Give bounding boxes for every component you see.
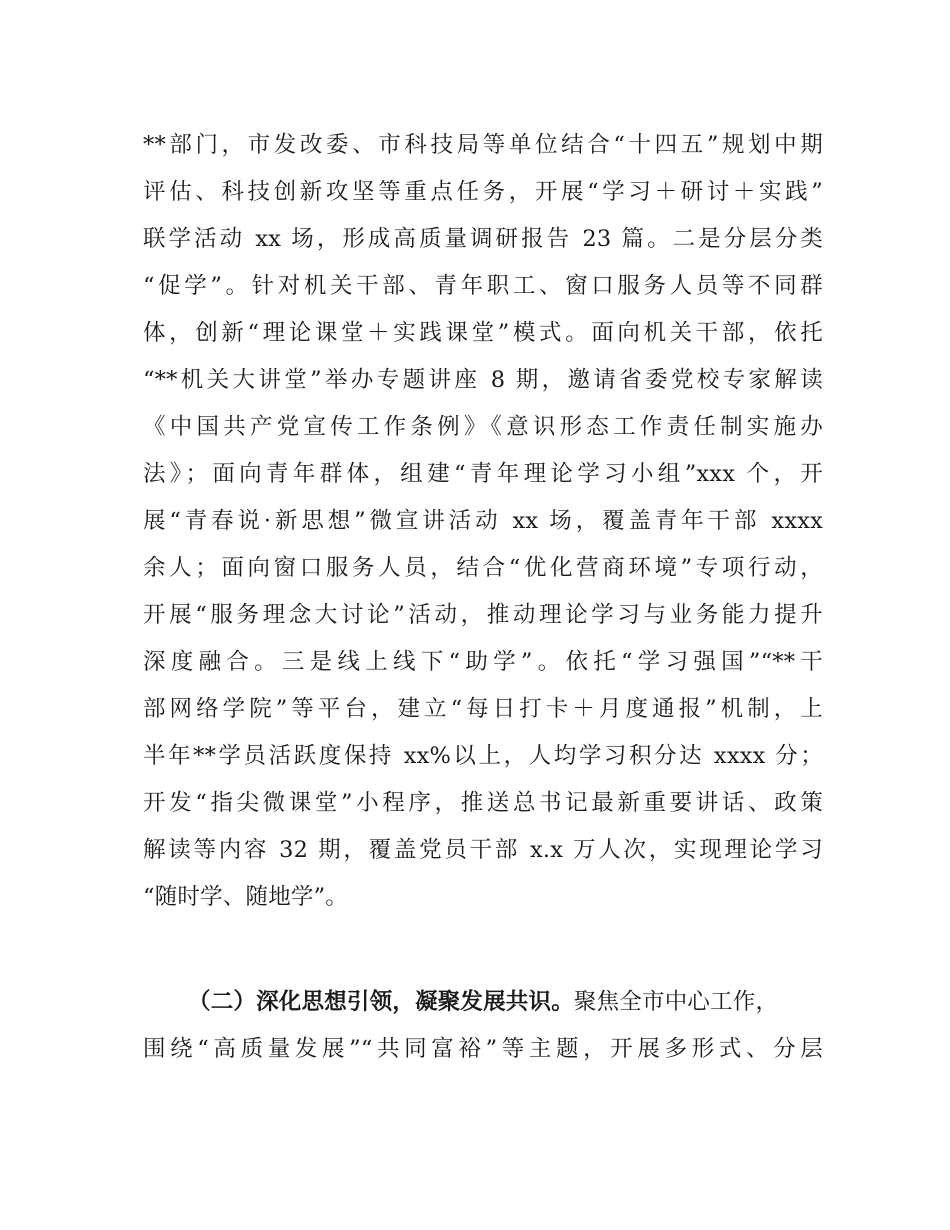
body-text-line: 部网络学院”等平台，建立“每日打卡＋月度通报”机制，上 <box>143 696 823 722</box>
body-text-line: “**机关大讲堂”举办专题讲座 8 期，邀请省委党校专家解读 <box>143 367 823 393</box>
section-heading-line <box>188 982 823 1022</box>
body-text-line: 评估、科技创新攻坚等重点任务，开展“学习＋研讨＋实践” <box>143 179 823 205</box>
body-text-line: 围绕“高质量发展”“共同富裕”等主题，开展多形式、分层 <box>143 1036 823 1062</box>
section-heading: （二）深化思想引领，凝聚发展共识。 <box>188 989 574 1015</box>
body-text-line: 《中国共产党宣传工作条例》《意识形态工作责任制实施办 <box>143 414 823 440</box>
body-text-line: “随时学、随地学”。 <box>143 884 349 910</box>
body-text-line: 联学活动 xx 场，形成高质量调研报告 23 篇。二是分层分类 <box>143 226 823 252</box>
body-text-line: 开发“指尖微课堂”小程序，推送总书记最新重要讲话、政策 <box>143 790 823 816</box>
body-text-line: 体，创新“理论课堂＋实践课堂”模式。面向机关干部，依托 <box>143 320 823 346</box>
body-text-line: 深度融合。三是线上线下“助学”。依托“学习强国”“**干 <box>143 649 823 675</box>
body-text-line: 展“青春说·新思想”微宣讲活动 xx 场，覆盖青年干部 xxxx <box>143 508 823 534</box>
body-text-line: 开展“服务理念大讨论”活动，推动理论学习与业务能力提升 <box>143 602 823 628</box>
body-text-line: 半年**学员活跃度保持 xx%以上，人均学习积分达 xxxx 分； <box>143 743 823 769</box>
body-text-line: **部门，市发改委、市科技局等单位结合“十四五”规划中期 <box>143 132 823 158</box>
body-text-line: 解读等内容 32 期，覆盖党员干部 x.x 万人次，实现理论学习 <box>143 837 823 863</box>
body-text-line: 余人；面向窗口服务人员，结合“优化营商环境”专项行动， <box>143 555 823 581</box>
body-text-line: “促学”。针对机关干部、青年职工、窗口服务人员等不同群 <box>143 273 823 299</box>
section-heading-text: 聚焦全市中心工作， <box>573 989 779 1015</box>
body-text-line: 法》；面向青年群体，组建“青年理论学习小组”xxx 个，开 <box>143 461 823 487</box>
